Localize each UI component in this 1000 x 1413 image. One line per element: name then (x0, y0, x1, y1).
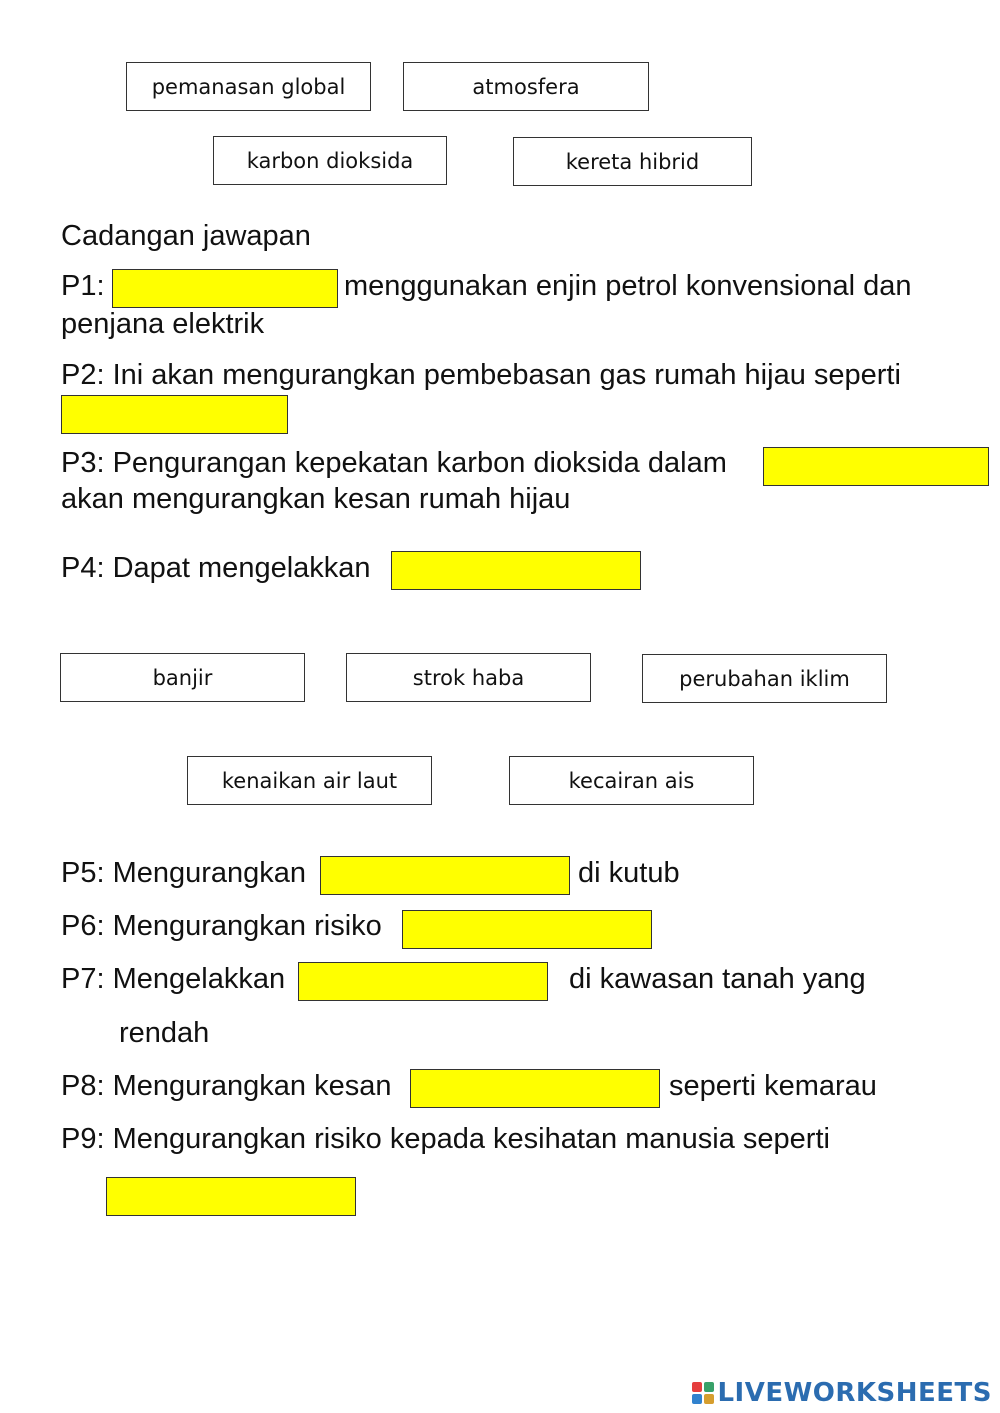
answer-slot-p5[interactable] (320, 856, 570, 895)
word-chip-karbon-dioksida[interactable]: karbon dioksida (213, 136, 447, 185)
answer-slot-p8[interactable] (410, 1069, 660, 1108)
p1-text: menggunakan enjin petrol konvensional dan (344, 270, 912, 302)
p7-text-after: di kawasan tanah yang (569, 963, 866, 995)
liveworksheets-logo (692, 1377, 992, 1409)
p8-text-after: seperti kemarau (669, 1070, 877, 1102)
answer-slot-p4[interactable] (391, 551, 641, 590)
p5-text-after: di kutub (578, 857, 680, 889)
answer-slot-p1[interactable] (112, 269, 338, 308)
p7-text-line2: rendah (119, 1017, 210, 1049)
p1-prefix: P1: (61, 270, 105, 302)
p9-text: P9: Mengurangkan risiko kepada kesihatan manusia seperti (61, 1123, 830, 1155)
brand-label: LIVEWORKSHEETS (717, 1378, 992, 1408)
answer-slot-p3[interactable] (763, 447, 989, 486)
word-chip-kereta-hibrid[interactable]: kereta hibrid (513, 137, 752, 186)
answer-slot-p2[interactable] (61, 395, 288, 434)
answer-slot-p6[interactable] (402, 910, 652, 949)
word-chip-kecairan-ais[interactable]: kecairan ais (509, 756, 754, 805)
answer-slot-p7[interactable] (298, 962, 548, 1001)
p5-text: P5: Mengurangkan (61, 857, 307, 889)
p1-text-line2: penjana elektrik (61, 308, 265, 340)
p3-text: P3: Pengurangan kepekatan karbon dioksida dalam (61, 447, 727, 479)
word-chip-perubahan-iklim[interactable]: perubahan iklim (642, 654, 887, 703)
answer-slot-p9[interactable] (106, 1177, 356, 1216)
p2-text: P2: Ini akan mengurangkan pembebasan gas rumah hijau seperti (61, 359, 901, 391)
p8-text: P8: Mengurangkan kesan (61, 1070, 392, 1102)
p4-text: P4: Dapat mengelakkan (61, 552, 371, 584)
word-chip-banjir[interactable]: banjir (60, 653, 305, 702)
word-chip-kenaikan-air-laut[interactable]: kenaikan air laut (187, 756, 432, 805)
liveworksheets-mark-icon (692, 1382, 714, 1404)
heading-cadangan-jawapan: Cadangan jawapan (61, 220, 311, 252)
word-chip-atmosfera[interactable]: atmosfera (403, 62, 649, 111)
p3-text-line2: akan mengurangkan kesan rumah hijau (61, 483, 571, 515)
p6-text: P6: Mengurangkan risiko (61, 910, 382, 942)
word-chip-strok-haba[interactable]: strok haba (346, 653, 591, 702)
word-chip-pemanasan-global[interactable]: pemanasan global (126, 62, 371, 111)
p7-text: P7: Mengelakkan (61, 963, 286, 995)
